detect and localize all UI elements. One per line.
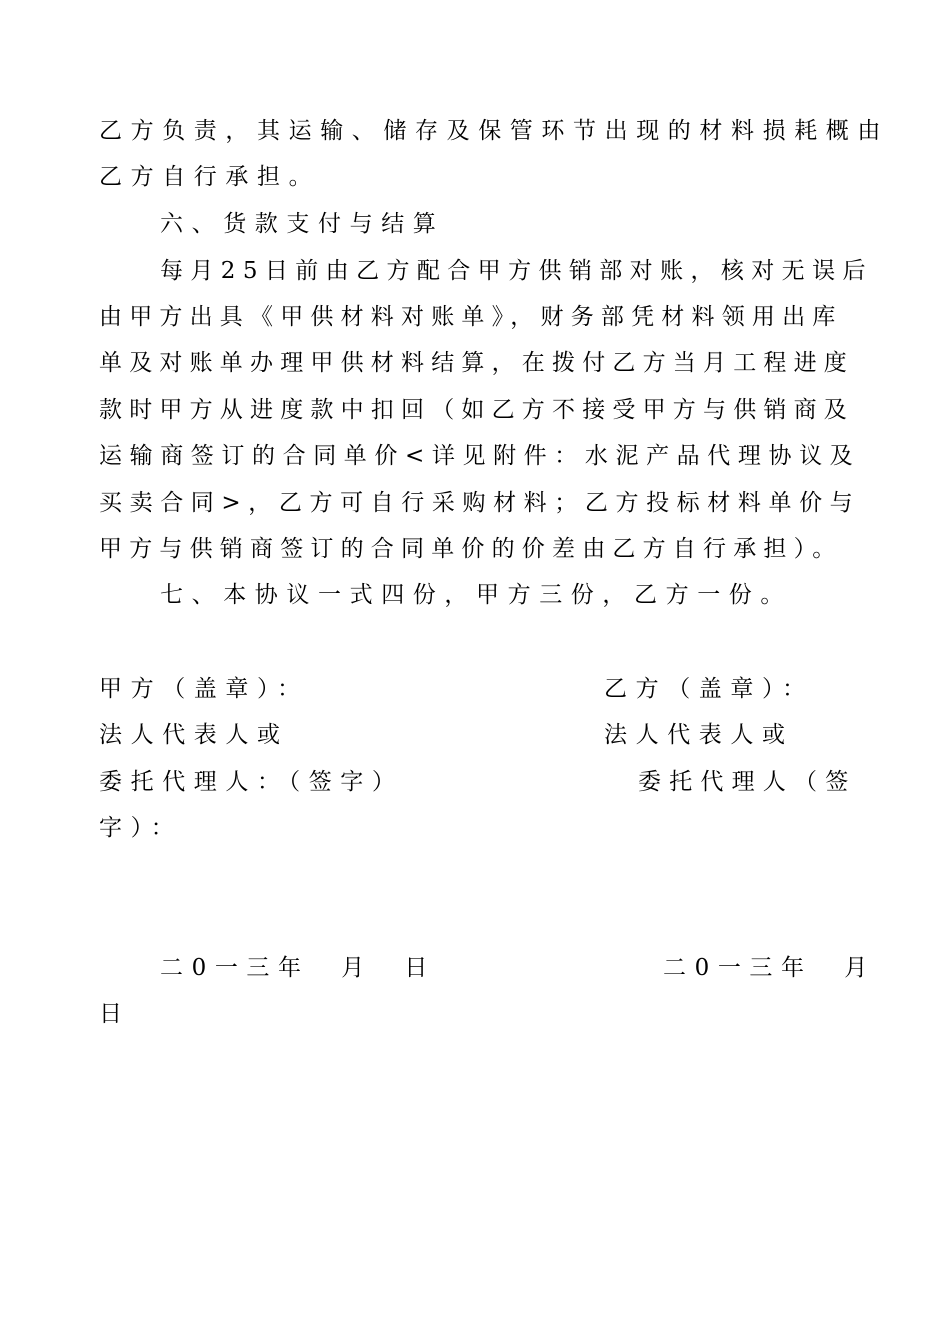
party-a-date: 二0一三年 月 日 (160, 955, 437, 981)
para-6-line-1: 每月25日前由乙方配合甲方供销部对账，核对无误后 (160, 258, 873, 284)
party-b-seal-label: 乙方（盖章）： (604, 676, 814, 702)
para-6-line-7: 甲方与供销商签订的合同单价的价差由乙方自行承担）。 (99, 536, 843, 562)
para-6-line-5: 运输商签订的合同单价<详见附件：水泥产品代理协议及 (99, 443, 861, 469)
party-b-rep-label: 法人代表人或 (604, 722, 794, 748)
para-6-line-6: 买卖合同>，乙方可自行采购材料；乙方投标材料单价与 (99, 490, 861, 516)
party-a-rep-label: 法人代表人或 (99, 722, 289, 748)
party-a-agent-label: 委托代理人：（签字） (99, 769, 404, 795)
para-6-line-4: 款时甲方从进度款中扣回（如乙方不接受甲方与供销商及 (99, 397, 854, 423)
section-6-heading: 六、货款支付与结算 (160, 211, 445, 237)
para-6-line-3: 单及对账单办理甲供材料结算，在拨付乙方当月工程进度 (99, 350, 854, 376)
party-b-agent-label-cont: 字）： (99, 815, 183, 841)
section-7: 七、本协议一式四份，甲方三份，乙方一份。 (160, 582, 792, 608)
party-b-agent-label: 委托代理人（签 (638, 769, 857, 795)
para-6-line-2: 由甲方出具《甲供材料对账单》，财务部凭材料领用出库 (99, 304, 843, 330)
party-b-date: 二0一三年 月 (663, 955, 876, 981)
body-line-2: 乙方自行承担。 (99, 164, 321, 190)
party-a-seal-label: 甲方（盖章）： (99, 676, 309, 702)
body-line-1: 乙方负责，其运输、储存及保管环节出现的材料损耗概由 (99, 118, 889, 144)
party-b-date-cont: 日 (99, 1001, 131, 1027)
